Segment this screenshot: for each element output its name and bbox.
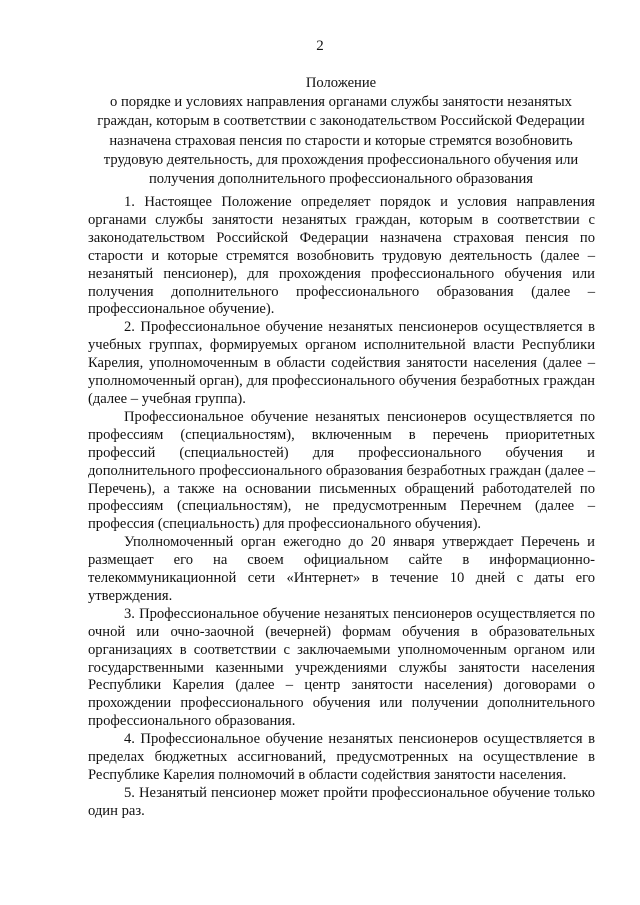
paragraph-3: 3. Профессиональное обучение незанятых пенсионеров осуществляется по очной или очно-заочной (вечерней) формам обучения в образовательных организациях в соответствии с заключаемыми уполномоченным органом или государственными казенными учреждениями службы занятости населения Республики Карелия (далее – центр занятости населения) договорами о прохождении профессионального обучения или получении дополнительного профессионального образования. bbox=[88, 605, 595, 730]
paragraph-5: 5. Незанятый пенсионер может пройти профессиональное обучение только один раз. bbox=[88, 784, 595, 819]
document-title: Положение bbox=[305, 75, 377, 91]
paragraph-1: 1. Настоящее Положение определяет порядок и условия направления органами службы занятости незанятых граждан, которым в соответствии с законодательством Российской Федерации назначена страховая пенсия по старости и которые стремятся возобновить трудовую деятельность (далее – незанятый пенсионер), для прохождения профессионального обучения или получения дополнительного профессионального образования (далее – профессиональное обучение). bbox=[88, 194, 595, 318]
paragraph-2-list-publication: Уполномоченный орган ежегодно до 20 января утверждает Перечень и размещает его на своем официальном сайте в информационно-телекоммуникационной сети «Интернет» в течение 10 дней с даты его утверждения. bbox=[88, 534, 595, 604]
page-number: 2 bbox=[316, 38, 324, 54]
paragraph-4: 4. Профессиональное обучение незанятых пенсионеров осуществляется в пределах бюджетных ассигнований, предусмотренных на осуществление в Республике Карелия полномочий в области содействия занятости населения. bbox=[88, 731, 595, 783]
document-heading bbox=[88, 74, 594, 189]
document-body bbox=[88, 194, 595, 821]
paragraph-2: 2. Профессиональное обучение незанятых пенсионеров осуществляется в учебных группах, формируемых органом исполнительной власти Республики Карелия, уполномоченным в области содействия занятости населения (далее – уполномоченный орган), для профессионального обучения безработных граждан (далее – учебная группа). bbox=[88, 319, 595, 407]
document-subtitle: о порядке и условиях направления органами службы занятости незанятых граждан, которым в соответствии с законодательством Российской Федерации назначена страховая пенсия по старости и которые стремятся возобновить трудовую деятельность, для прохождения профессионального обучения или получения дополнительного профессионального образования bbox=[97, 94, 585, 188]
paragraph-2-continuation: Профессиональное обучение незанятых пенсионеров осуществляется по профессиям (специальностям), включенным в перечень приоритетных профессий (специальностей) для профессионального обучения и дополнительного профессионального образования безработных граждан (далее – Перечень), а также на основании письменных обращений работодателей по профессиям (специальностям), не предусмотренным Перечнем (далее – профессия (специальность) для профессионального обучения). bbox=[88, 408, 595, 533]
